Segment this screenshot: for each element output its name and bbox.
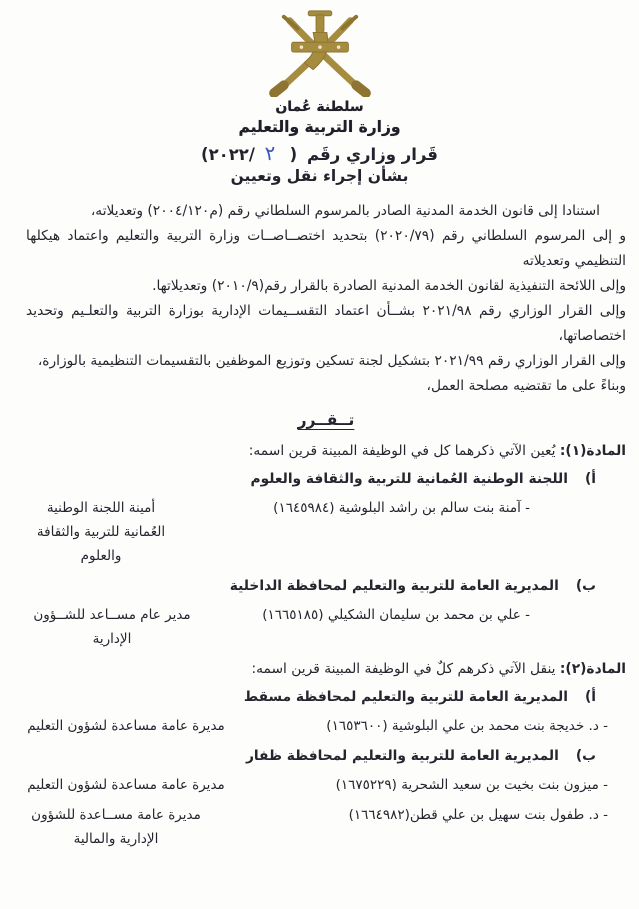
section-marker: أ) — [584, 471, 596, 487]
section-b2 — [26, 744, 626, 769]
person-position: مدير عام مســاعد للشــؤون الإدارية — [33, 607, 191, 647]
person-position: مديرة عامة مســاعدة للشؤون الإدارية والمالية — [31, 807, 201, 847]
decree-subtitle: بشأن إجراء نقل وتعيين — [230, 167, 409, 185]
article-1 — [26, 439, 626, 464]
section-a2 — [26, 685, 626, 710]
person-name: - علي بن محمد بن سليمان الشكيلي (١٦٦٥١٨٥) — [262, 607, 530, 623]
person-position: أمينة اللجنة الوطنية العُمانية للتربية والثقافة والعلوم — [36, 500, 166, 564]
preamble-item: وبناءً على ما تقتضيه مصلحة العمل، — [426, 378, 626, 394]
sultanate-name: سلطنة عُمان — [275, 99, 364, 115]
appointment-entry — [26, 603, 626, 651]
transfer-entry — [26, 773, 626, 797]
preamble-item: و إلى المرسوم السلطاني رقم ‭(٢٠٢٠/٧٩)‬ بتحديد اختصــاصــات وزارة التربية والتعليم واعتماد هيكلها التنظيمي وتعديلاته — [26, 228, 626, 269]
person-name: - ميزون بنت بخيت بن سعيد الشحرية (١٦٧٥٢٢٩) — [335, 777, 608, 793]
section-marker: أ) — [584, 689, 596, 705]
article-2-intro: ينقل الآتي ذكرهم كلٌ في الوظيفة المبينة قرين اسمه: — [251, 661, 556, 677]
transfer-entry — [26, 803, 626, 851]
decree-number-close: ) — [289, 145, 298, 164]
preamble-item: وإلى اللائحة التنفيذية لقانون الخدمة المدنية الصادرة بالقرار رقم‭(٢٠١٠/٩)‬ وتعديلاتها. — [152, 278, 626, 294]
article-1-intro: يُعين الآتي ذكرهما كل في الوظيفة المبينة قرين اسمه: — [248, 443, 556, 459]
person-name: - د. خديجة بنت محمد بن علي البلوشية (١٦٥٣٦٠٠) — [326, 718, 608, 734]
section-marker: ب) — [575, 578, 596, 594]
section-marker: ب) — [575, 748, 596, 764]
decree-title — [0, 140, 639, 166]
decree-number-static: (٢٠٢٢/ — [201, 145, 255, 164]
document-header — [0, 0, 639, 185]
document-body — [0, 185, 639, 851]
appointment-entry — [26, 496, 626, 568]
article-2 — [26, 657, 626, 682]
section-title: اللجنة الوطنية العُمانية للتربية والثقافة والعلوم — [250, 471, 568, 487]
section-title: المديرية العامة للتربية والتعليم لمحافظة ظفار — [245, 748, 559, 764]
preamble-item: استنادا إلى قانون الخدمة المدنية الصادر بالمرسوم السلطاني رقم ‭(٢٠٠٤/١٢٠م)‬ وتعديلاته، — [90, 203, 600, 219]
decree-title-prefix: قَرار وزاري رقَم — [306, 145, 438, 164]
section-a1 — [26, 467, 626, 492]
decree-number-handwritten: ٢ — [263, 140, 277, 166]
section-b1 — [26, 574, 626, 599]
ministry-name: وزارة التربية والتعليم — [238, 118, 401, 136]
person-name: - د. طفول بنت سهيل بن علي قطن(١٦٦٤٩٨٢) — [348, 807, 608, 823]
person-name: - آمنة بنت سالم بن راشد البلوشية (١٦٤٥٩٨٤) — [273, 500, 530, 516]
preamble-item: وإلى القرار الوزاري رقم ‭٢٠٢١/٩٨‬ بشــأن اعتماد التقســيمات الإدارية بوزارة التربية والتعلـيم وتحديد اختصاصاتها، — [26, 303, 626, 344]
transfer-entry — [26, 714, 626, 738]
article-1-label: المادة(١): — [559, 443, 626, 459]
article-2-label: المادة(٢): — [559, 661, 626, 677]
decision-heading: تــقــرر — [297, 411, 355, 429]
preamble — [26, 199, 626, 399]
person-position: مديرة عامة مساعدة لشؤون التعليم — [27, 718, 225, 734]
person-position: مديرة عامة مساعدة لشؤون التعليم — [27, 777, 225, 793]
oman-national-emblem-icon — [246, 7, 394, 97]
preamble-item: وإلى القرار الوزاري رقم ‭٢٠٢١/٩٩‬ بتشكيل لجنة تسكين وتوزيع الموظفين بالتقسيمات التنظيمية بالوزارة، — [37, 353, 626, 369]
section-title: المديرية العامة للتربية والتعليم لمحافظة الداخلية — [229, 578, 559, 594]
decree-number — [201, 140, 298, 166]
section-title: المديرية العامة للتربية والتعليم لمحافظة مسقط — [243, 689, 568, 705]
